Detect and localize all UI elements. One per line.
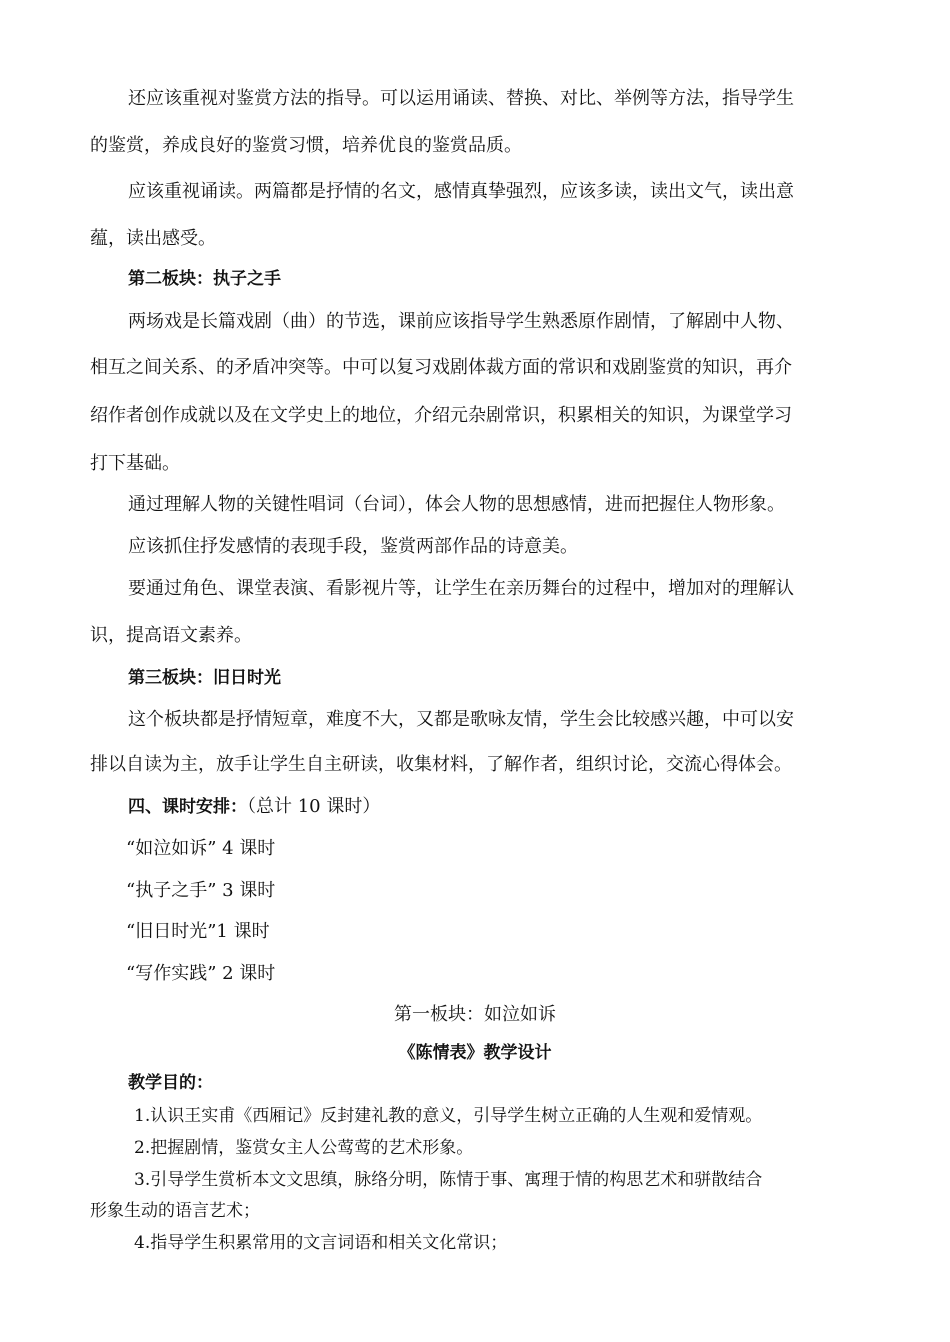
paragraph-line: 应该抓住抒发感情的表现手段，鉴赏两部作品的诗意美。 [128, 536, 578, 557]
objective-item: 4.指导学生积累常用的文言词语和相关文化常识； [134, 1233, 508, 1253]
design-title: 《陈情表》教学设计 [398, 1043, 552, 1063]
schedule-item: “执子之手” 3 课时 [126, 880, 276, 901]
paragraph-line: 识，提高语文素养。 [90, 625, 252, 646]
paragraph-line: 的鉴赏，养成良好的鉴赏习惯，培养优良的鉴赏品质。 [90, 135, 522, 156]
schedule-item: “写作实践” 2 课时 [126, 963, 276, 984]
objective-item: 3.引导学生赏析本文文思缜，脉络分明，陈情于事、寓理于情的构思艺术和骈散结合 [134, 1170, 763, 1190]
schedule-total: （总计 10 课时） [247, 796, 381, 817]
schedule-item: “如泣如诉” 4 课时 [126, 838, 276, 859]
paragraph-line: 通过理解人物的关键性唱词（台词），体会人物的思想感情，进而把握住人物形象。 [128, 494, 785, 515]
schedule-heading: 四、课时安排： [128, 797, 247, 817]
schedule-heading-line [128, 792, 380, 818]
paragraph-line: 应该重视诵读。两篇都是抒情的名文，感情真挚强烈，应该多读，读出文气，读出意 [128, 181, 794, 202]
block-title: 第一板块：如泣如诉 [394, 1004, 556, 1025]
objective-item: 2.把握剧情，鉴赏女主人公莺莺的艺术形象。 [134, 1138, 474, 1158]
paragraph-line: 排以自读为主，放手让学生自主研读，收集材料，了解作者，组织讨论，交流心得体会。 [90, 754, 792, 775]
paragraph-line: 两场戏是长篇戏剧（曲）的节选，课前应该指导学生熟悉原作剧情，了解剧中人物、 [128, 311, 794, 332]
paragraph-line: 绍作者创作成就以及在文学史上的地位，介绍元杂剧常识，积累相关的知识，为课堂学习 [90, 405, 792, 426]
section-heading: 第三板块：旧日时光 [128, 668, 281, 688]
objective-item: 1.认识王实甫《西厢记》反封建礼教的意义，引导学生树立正确的人生观和爱情观。 [134, 1106, 763, 1126]
section-heading: 第二板块：执子之手 [128, 269, 281, 289]
objective-item: 形象生动的语言艺术； [90, 1201, 260, 1221]
paragraph-line: 要通过角色、课堂表演、看影视片等，让学生在亲历舞台的过程中，增加对的理解认 [128, 578, 794, 599]
objectives-heading: 教学目的： [128, 1073, 213, 1093]
paragraph-line: 还应该重视对鉴赏方法的指导。可以运用诵读、替换、对比、举例等方法，指导学生 [128, 88, 794, 109]
paragraph-line: 相互之间关系、的矛盾冲突等。中可以复习戏剧体裁方面的常识和戏剧鉴赏的知识，再介 [90, 357, 792, 378]
paragraph-line: 打下基础。 [90, 453, 180, 474]
paragraph-line: 蕴，读出感受。 [90, 228, 216, 249]
paragraph-line: 这个板块都是抒情短章，难度不大，又都是歌咏友情，学生会比较感兴趣，中可以安 [128, 709, 794, 730]
schedule-item: “旧日时光”1 课时 [126, 921, 270, 942]
